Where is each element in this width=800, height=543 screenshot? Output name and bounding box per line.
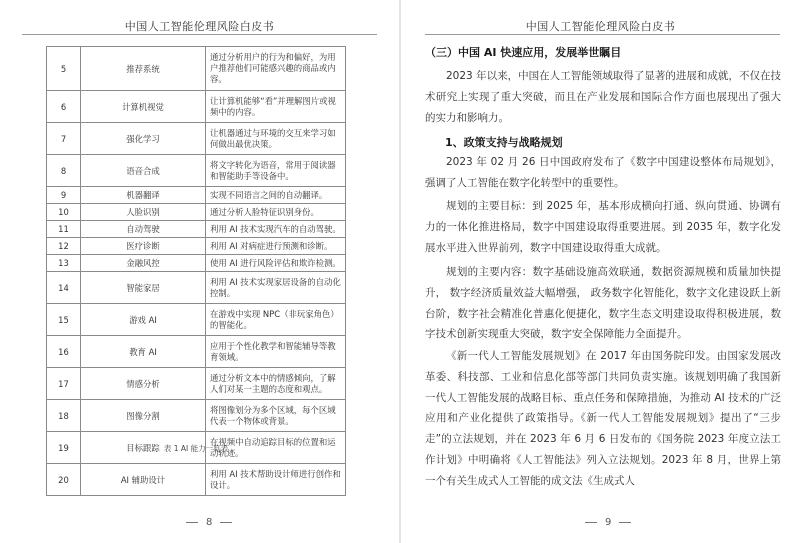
paragraph-plan-goals: 规划的主要目标：到 2025 年，基本形成横向打通、纵向贯通、协调有力的一体化推进格局，数字中国建设取得重要进展。到 2035 年，数字化发展水平进入世界前列，数字中国建设取得重大成就。 bbox=[425, 200, 781, 254]
section-title: （三）中国 AI 快速应用，发展举世瞩目 bbox=[425, 46, 622, 59]
capability-description: 利用 AI 技术帮助设计师进行创作和设计。 bbox=[206, 464, 346, 496]
row-number: 11 bbox=[47, 221, 81, 238]
capability-name: 游戏 AI bbox=[81, 304, 206, 336]
table-row bbox=[47, 238, 346, 255]
capability-description: 应用于个性化教学和智能辅导等教育领域。 bbox=[206, 336, 346, 368]
capability-description: 使用 AI 进行风险评估和欺诈检测。 bbox=[206, 255, 346, 272]
page-number-text: 8 bbox=[206, 517, 213, 528]
page-header-left: 中国人工智能伦理风险白皮书 bbox=[124, 20, 275, 33]
table-row bbox=[47, 400, 346, 432]
paragraph-ai-development-plan: 《新一代人工智能发展规划》在 2017 年由国务院印发。由国家发展改革委、科技部、工业和信息化部等部门共同负责实施。该规划明确了我国新一代人工智能发展的战略目标、重点任务和保障措施，为推动 AI 技术的广泛应用和产业化提供了政策指导。《新一代人工智能发展规划》提出了“三步走”的立法规划，并在 2023 年 6 月 6 日发布的《国务院 2023 年度立法工作计划》中明确将《人工智能法》列入立法规划。2023 年 8 月，世界上第一个有关生成式人工智能的成文法《生成式人 bbox=[425, 350, 781, 487]
row-number: 19 bbox=[47, 432, 81, 464]
capability-description: 在视频中自动追踪目标的位置和运动轨迹。 bbox=[206, 432, 346, 464]
capability-description: 让计算机能够“看”并理解图片或视频中的内容。 bbox=[206, 91, 346, 123]
left-page bbox=[0, 0, 399, 543]
table-row bbox=[47, 123, 346, 155]
capability-name: 情感分析 bbox=[81, 368, 206, 400]
row-number: 10 bbox=[47, 204, 81, 221]
table-row bbox=[47, 155, 346, 187]
capability-description: 通过分析人脸特征识别身份。 bbox=[206, 204, 346, 221]
page-number-right bbox=[577, 517, 639, 528]
capability-description: 利用 AI 对病症进行预测和诊断。 bbox=[206, 238, 346, 255]
page-number-text: 9 bbox=[605, 517, 612, 528]
row-number: 13 bbox=[47, 255, 81, 272]
footer-dash bbox=[220, 522, 232, 523]
table-row bbox=[47, 336, 346, 368]
capability-name: 语音合成 bbox=[81, 155, 206, 187]
row-number: 14 bbox=[47, 272, 81, 304]
footer-dash bbox=[619, 522, 631, 523]
table-row bbox=[47, 255, 346, 272]
row-number: 7 bbox=[47, 123, 81, 155]
row-number: 12 bbox=[47, 238, 81, 255]
capability-description: 将文字转化为语音，常用于阅读器和智能助手等设备中。 bbox=[206, 155, 346, 187]
capability-description: 通过分析文本中的情感倾向，了解人们对某一主题的态度和观点。 bbox=[206, 368, 346, 400]
row-number: 17 bbox=[47, 368, 81, 400]
table-row bbox=[47, 204, 346, 221]
row-number: 18 bbox=[47, 400, 81, 432]
table-row bbox=[47, 464, 346, 496]
capability-name: 机器翻译 bbox=[81, 187, 206, 204]
page-header-right: 中国人工智能伦理风险白皮书 bbox=[525, 20, 676, 33]
table-row bbox=[47, 221, 346, 238]
capability-name: 人脸识别 bbox=[81, 204, 206, 221]
capability-name: 金融风控 bbox=[81, 255, 206, 272]
capability-description: 通过分析用户的行为和偏好，为用户推荐他们可能感兴趣的商品或内容。 bbox=[206, 47, 346, 91]
paragraph-plan-content: 规划的主要内容：数字基础设施高效联通，数据资源规模和质量加快提升， 数字经济质量效益大幅增强， 政务数字化智能化，数字文化建设跃上新台阶，数字社会精准化普惠化便捷化，数字生态文明建设取得积极进展，数字技术创新实现重大突破，数字安全保障能力全面提升。 bbox=[425, 266, 781, 341]
row-number: 15 bbox=[47, 304, 81, 336]
paragraph-intro: 2023 年以来，中国在人工智能领域取得了显著的进展和成就，不仅在技术研究上实现了重大突破，而且在产业发展和国际合作方面也展现出了强大的实力和影响力。 bbox=[425, 70, 781, 124]
capability-name: 智能家居 bbox=[81, 272, 206, 304]
capability-name: AI 辅助设计 bbox=[81, 464, 206, 496]
capability-name: 强化学习 bbox=[81, 123, 206, 155]
capability-name: 目标跟踪 bbox=[81, 432, 206, 464]
row-number: 6 bbox=[47, 91, 81, 123]
capability-name: 自动驾驶 bbox=[81, 221, 206, 238]
capability-name: 图像分割 bbox=[81, 400, 206, 432]
row-number: 5 bbox=[47, 47, 81, 91]
table-row bbox=[47, 272, 346, 304]
table-caption: 表 1 AI 能力一览表 bbox=[163, 444, 229, 453]
ai-capability-table bbox=[46, 46, 346, 496]
capability-name: 计算机视觉 bbox=[81, 91, 206, 123]
capability-description: 在游戏中实现 NPC（非玩家角色）的智能化。 bbox=[206, 304, 346, 336]
table-row bbox=[47, 187, 346, 204]
capability-name: 推荐系统 bbox=[81, 47, 206, 91]
row-number: 9 bbox=[47, 187, 81, 204]
header-divider-right bbox=[425, 34, 780, 35]
table-row bbox=[47, 304, 346, 336]
table-row bbox=[47, 368, 346, 400]
right-page bbox=[401, 0, 800, 543]
row-number: 16 bbox=[47, 336, 81, 368]
capability-description: 实现不同语言之间的自动翻译。 bbox=[206, 187, 346, 204]
table-row bbox=[47, 91, 346, 123]
capability-description: 将图像划分为多个区域，每个区域代表一个物体或背景。 bbox=[206, 400, 346, 432]
table-row bbox=[47, 47, 346, 91]
capability-description: 利用 AI 技术实现汽车的自动驾驶。 bbox=[206, 221, 346, 238]
footer-dash bbox=[585, 522, 597, 523]
capability-description: 利用 AI 技术实现家居设备的自动化控制。 bbox=[206, 272, 346, 304]
footer-dash bbox=[186, 522, 198, 523]
row-number: 20 bbox=[47, 464, 81, 496]
header-divider-left bbox=[22, 34, 377, 35]
row-number: 8 bbox=[47, 155, 81, 187]
capability-description: 让机器通过与环境的交互来学习如何做出最优决策。 bbox=[206, 123, 346, 155]
subsection-title: 1、政策支持与战略规划 bbox=[445, 136, 563, 149]
paragraph-plan-release: 2023 年 02 月 26 日中国政府发布了《数字中国建设整体布局规划》，强调了人工智能在数字化转型中的重要性。 bbox=[425, 156, 781, 189]
capability-name: 医疗诊断 bbox=[81, 238, 206, 255]
page-number-left bbox=[178, 517, 240, 528]
capability-name: 教育 AI bbox=[81, 336, 206, 368]
